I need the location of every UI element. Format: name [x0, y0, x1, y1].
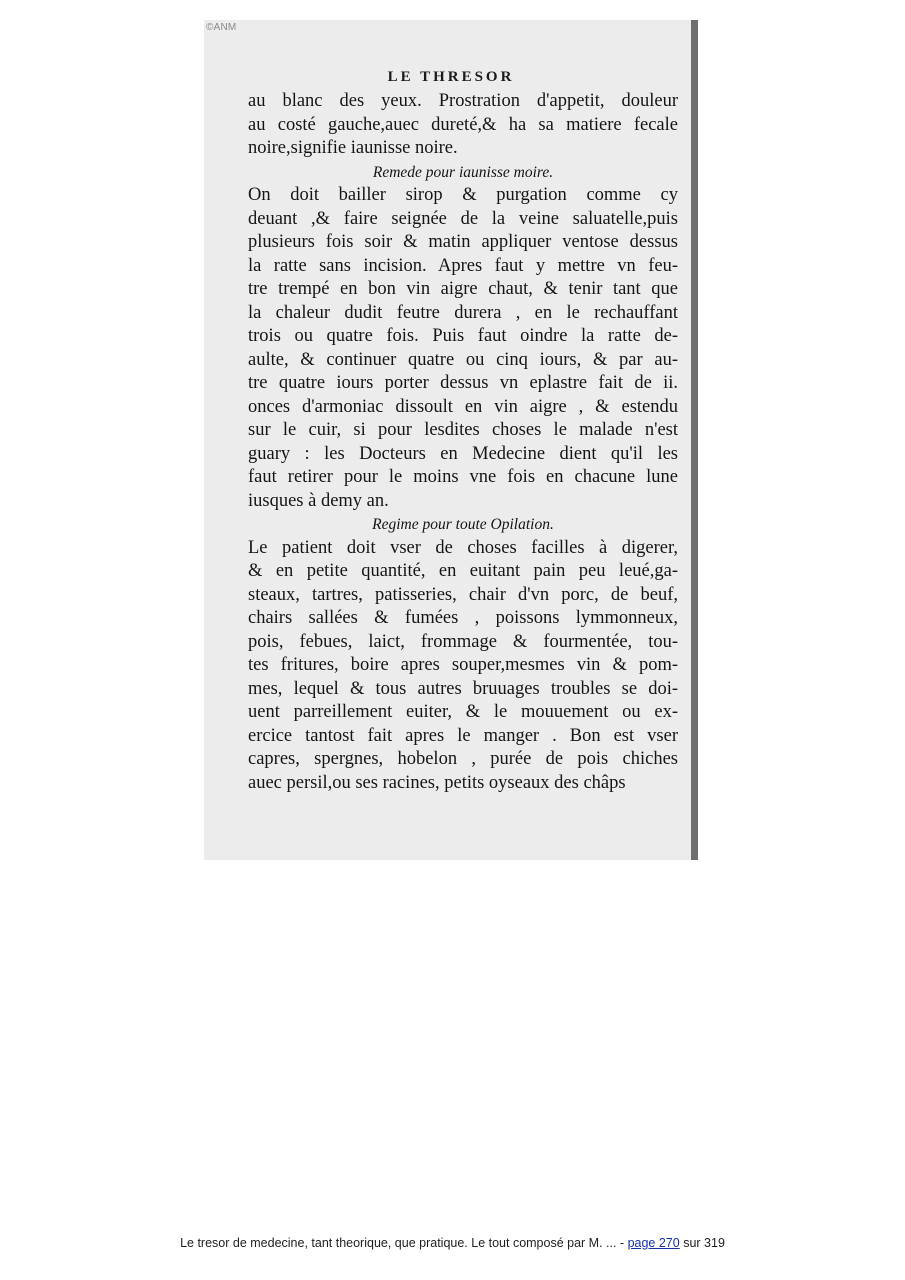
watermark: ©ANM [206, 22, 237, 33]
text-line: deuant ,& faire seignée de la veine saluatelle,puis [248, 208, 678, 229]
text-line: faut retirer pour le moins vne fois en chacune lune [248, 467, 678, 487]
page-total: sur 319 [683, 1236, 725, 1250]
section-heading: Remede pour iaunisse moire. [372, 163, 554, 181]
text-line: aulte, & continuer quatre ou cinq iours, & par au- [248, 349, 678, 370]
book-title: Le tresor de medecine, tant theorique, que pratique. Le tout composé par M. ... - [180, 1236, 625, 1250]
text-line: noire,signifie iaunisse noire. [248, 138, 458, 158]
text-line: guary : les Docteurs en Medecine dient qu'il les [248, 443, 678, 464]
text-line: pois, febues, laict, frommage & fourmentée, tou- [248, 631, 678, 652]
page-link[interactable]: page 270 [627, 1236, 680, 1250]
text-line: la ratte sans incision. Apres faut y mettre vn feu- [248, 255, 678, 276]
page-scan [204, 20, 698, 860]
text-line: mes, lequel & tous autres bruuages troubles se doi- [248, 678, 678, 699]
footer [0, 1236, 905, 1250]
text-line: trois ou quatre fois. Puis faut oindre la ratte de- [248, 326, 678, 346]
text-line: Le patient doit vser de choses facilles à digerer, [248, 537, 678, 558]
text-line: la chaleur dudit feutre durera , en le rechauffant [248, 302, 678, 323]
running-head: LE THRESOR [387, 69, 515, 85]
text-line: onces d'armoniac dissoult en vin aigre , & estendu [248, 396, 678, 417]
text-line: ercice tantost fait apres le manger . Bon est vser [248, 725, 678, 746]
text-line: steaux, tartres, patisseries, chair d'vn porc, de beuf, [248, 584, 678, 605]
section-heading: Regime pour toute Opilation. [372, 516, 554, 533]
text-line: au costé gauche,auec dureté,& ha sa matiere fecale [248, 114, 678, 135]
text-line: au blanc des yeux. Prostration d'appetit, douleur [248, 91, 678, 111]
book-text [248, 90, 678, 795]
text-line: iusques à demy an. [248, 490, 389, 511]
text-line: & en petite quantité, en euitant pain peu leué,ga- [248, 561, 678, 581]
text-line: uent parreillement euiter, & le mouuement ou ex- [248, 702, 678, 722]
text-line: auec persil,ou ses racines, petits oyseaux des châps [248, 772, 626, 793]
text-line: tre trempé en bon vin aigre chaut, & tenir tant que [248, 279, 678, 299]
text-line: tes fritures, boire apres souper,mesmes vin & pom- [248, 655, 678, 675]
text-line: capres, spergnes, hobelon , purée de pois chiches [248, 749, 678, 769]
text-line: chairs sallées & fumées , poissons lymmonneux, [248, 608, 678, 628]
text-line: On doit bailler sirop & purgation comme cy [248, 185, 678, 205]
text-line: plusieurs fois soir & matin appliquer ventose dessus [248, 232, 678, 252]
text-line: tre quatre iours porter dessus vn eplastre fait de ii. [248, 373, 678, 393]
text-line: sur le cuir, si pour lesdites choses le malade n'est [248, 420, 678, 440]
